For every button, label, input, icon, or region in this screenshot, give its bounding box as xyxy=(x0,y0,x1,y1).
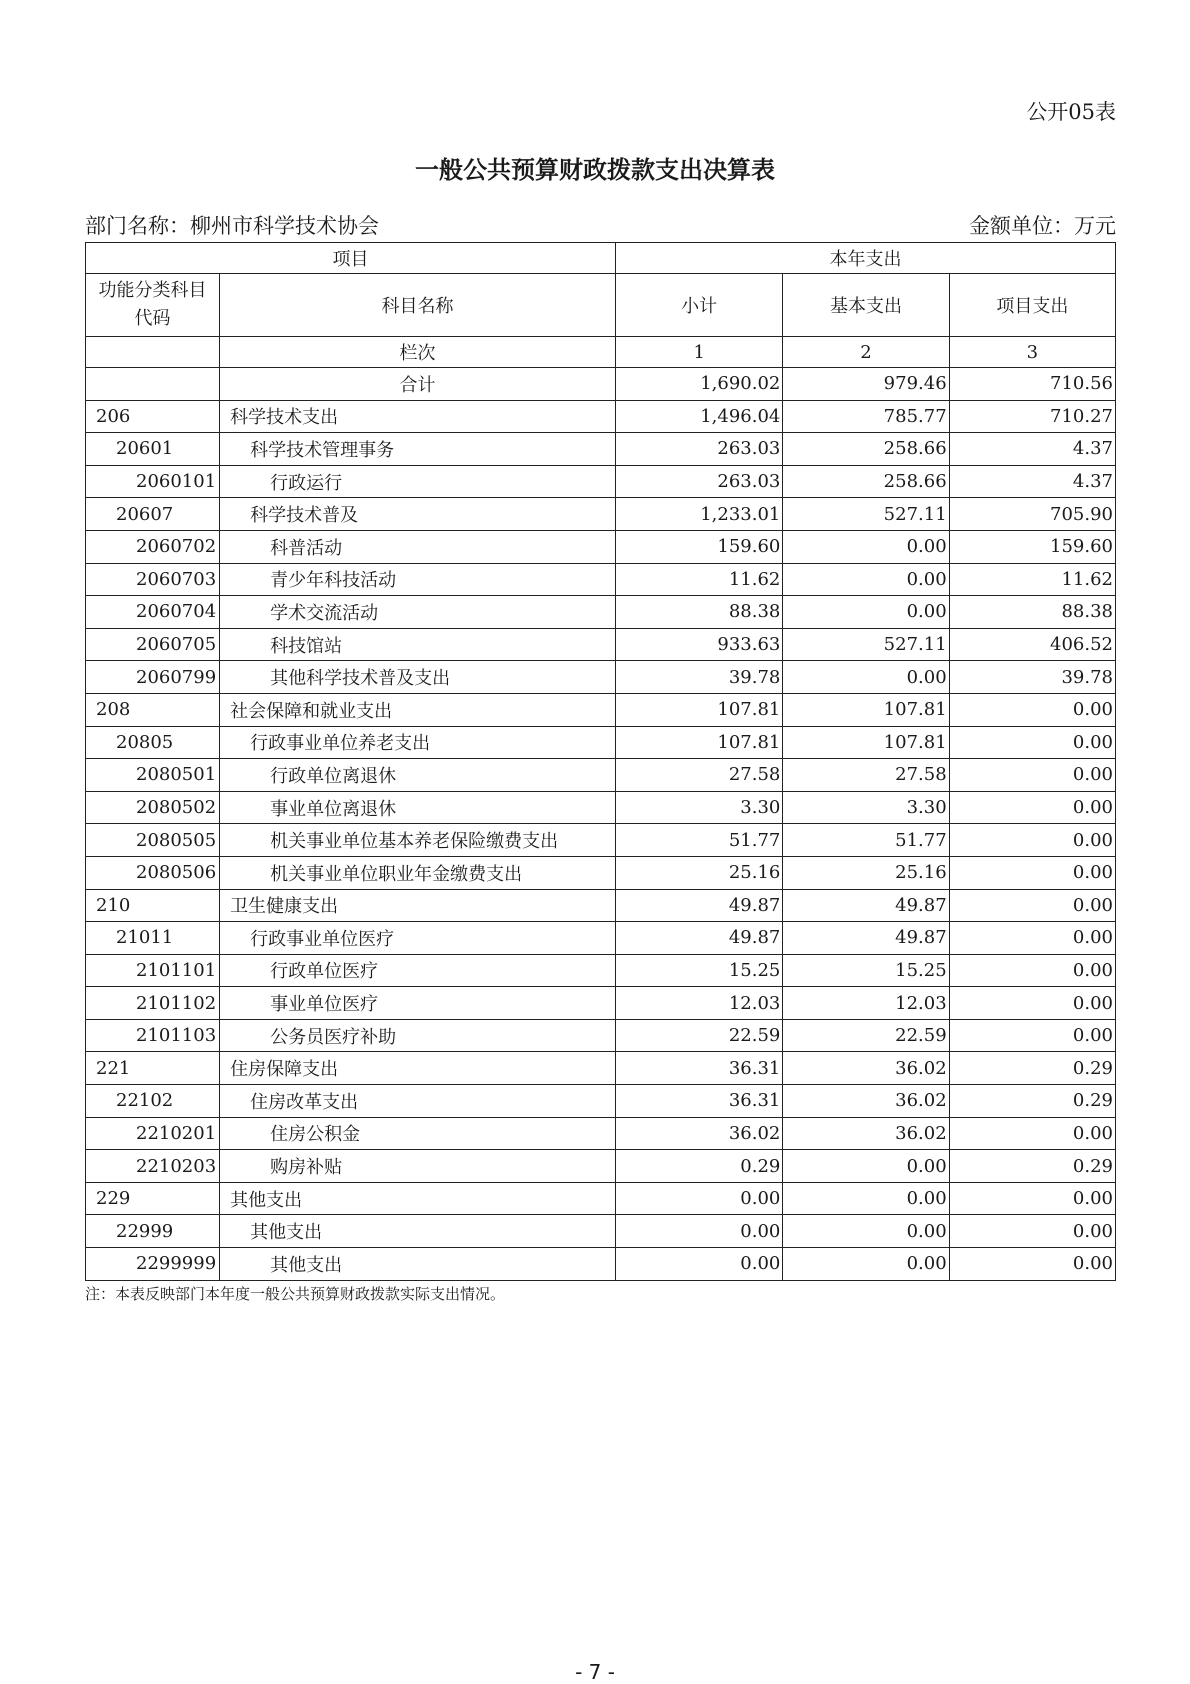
row-name: 科学技术普及 xyxy=(220,498,616,531)
department-name: 部门名称：柳州市科学技术协会 xyxy=(85,214,379,238)
total-row xyxy=(86,368,1116,401)
row-code: 2060704 xyxy=(86,596,220,629)
table-row xyxy=(86,530,1116,563)
header-project: 项目支出 xyxy=(949,274,1115,337)
row-project: 0.00 xyxy=(949,693,1115,726)
total-code-blank xyxy=(86,368,220,401)
row-code: 20607 xyxy=(86,498,220,531)
column-index-1: 1 xyxy=(616,337,783,368)
row-subtotal: 39.78 xyxy=(616,661,783,694)
row-subtotal: 0.00 xyxy=(616,1182,783,1215)
row-code: 2060703 xyxy=(86,563,220,596)
row-project: 11.62 xyxy=(949,563,1115,596)
row-name: 青少年科技活动 xyxy=(220,563,616,596)
row-code: 2060702 xyxy=(86,530,220,563)
row-basic: 785.77 xyxy=(783,400,949,433)
table-row xyxy=(86,1117,1116,1150)
table-row xyxy=(86,661,1116,694)
table-row xyxy=(86,1019,1116,1052)
row-subtotal: 0.29 xyxy=(616,1150,783,1183)
row-basic: 258.66 xyxy=(783,465,949,498)
row-name: 其他支出 xyxy=(220,1215,616,1248)
row-name: 住房保障支出 xyxy=(220,1052,616,1085)
column-index-row xyxy=(86,337,1116,368)
row-basic: 527.11 xyxy=(783,628,949,661)
column-label: 栏次 xyxy=(220,337,616,368)
table-row xyxy=(86,400,1116,433)
row-subtotal: 49.87 xyxy=(616,889,783,922)
row-name: 社会保障和就业支出 xyxy=(220,693,616,726)
row-code: 2060101 xyxy=(86,465,220,498)
row-project: 4.37 xyxy=(949,433,1115,466)
total-project: 710.56 xyxy=(949,368,1115,401)
header-item: 项目 xyxy=(86,243,616,274)
row-basic: 51.77 xyxy=(783,824,949,857)
column-index-blank xyxy=(86,337,220,368)
row-code: 2101101 xyxy=(86,954,220,987)
row-subtotal: 36.02 xyxy=(616,1117,783,1150)
row-basic: 0.00 xyxy=(783,1215,949,1248)
row-basic: 36.02 xyxy=(783,1052,949,1085)
row-project: 0.00 xyxy=(949,987,1115,1020)
table-row xyxy=(86,889,1116,922)
header-current-year: 本年支出 xyxy=(616,243,1116,274)
header-basic: 基本支出 xyxy=(783,274,949,337)
row-subtotal: 933.63 xyxy=(616,628,783,661)
row-project: 0.00 xyxy=(949,1117,1115,1150)
row-subtotal: 49.87 xyxy=(616,922,783,955)
table-row xyxy=(86,922,1116,955)
table-row xyxy=(86,628,1116,661)
total-subtotal: 1,690.02 xyxy=(616,368,783,401)
row-basic: 49.87 xyxy=(783,922,949,955)
row-name: 事业单位离退休 xyxy=(220,791,616,824)
table-row xyxy=(86,791,1116,824)
row-subtotal: 0.00 xyxy=(616,1215,783,1248)
row-project: 0.00 xyxy=(949,1182,1115,1215)
row-subtotal: 1,496.04 xyxy=(616,400,783,433)
row-project: 406.52 xyxy=(949,628,1115,661)
amount-unit: 金额单位：万元 xyxy=(969,214,1116,238)
table-row xyxy=(86,987,1116,1020)
row-subtotal: 36.31 xyxy=(616,1085,783,1118)
row-name: 学术交流活动 xyxy=(220,596,616,629)
row-project: 0.29 xyxy=(949,1052,1115,1085)
column-index-3: 3 xyxy=(949,337,1115,368)
row-code: 20601 xyxy=(86,433,220,466)
row-subtotal: 22.59 xyxy=(616,1019,783,1052)
row-basic: 0.00 xyxy=(783,1248,949,1281)
row-name: 公务员医疗补助 xyxy=(220,1019,616,1052)
row-project: 0.00 xyxy=(949,922,1115,955)
row-code: 22999 xyxy=(86,1215,220,1248)
table-row xyxy=(86,824,1116,857)
row-code: 20805 xyxy=(86,726,220,759)
row-name: 科学技术支出 xyxy=(220,400,616,433)
row-project: 0.00 xyxy=(949,726,1115,759)
table-row xyxy=(86,1215,1116,1248)
row-basic: 15.25 xyxy=(783,954,949,987)
row-name: 卫生健康支出 xyxy=(220,889,616,922)
row-project: 0.00 xyxy=(949,824,1115,857)
row-code: 2101102 xyxy=(86,987,220,1020)
table-row xyxy=(86,954,1116,987)
form-code: 公开05表 xyxy=(1026,100,1116,124)
table-row xyxy=(86,465,1116,498)
row-project: 88.38 xyxy=(949,596,1115,629)
row-basic: 12.03 xyxy=(783,987,949,1020)
row-project: 0.00 xyxy=(949,889,1115,922)
row-name: 科学技术管理事务 xyxy=(220,433,616,466)
row-code: 2210203 xyxy=(86,1150,220,1183)
row-code: 2080501 xyxy=(86,759,220,792)
row-name: 机关事业单位职业年金缴费支出 xyxy=(220,856,616,889)
row-name: 住房公积金 xyxy=(220,1117,616,1150)
row-project: 159.60 xyxy=(949,530,1115,563)
row-basic: 107.81 xyxy=(783,693,949,726)
row-code: 2210201 xyxy=(86,1117,220,1150)
row-project: 4.37 xyxy=(949,465,1115,498)
row-basic: 3.30 xyxy=(783,791,949,824)
row-subtotal: 27.58 xyxy=(616,759,783,792)
row-subtotal: 3.30 xyxy=(616,791,783,824)
header-row-1 xyxy=(86,243,1116,274)
row-basic: 0.00 xyxy=(783,596,949,629)
table-row xyxy=(86,433,1116,466)
row-name: 其他支出 xyxy=(220,1182,616,1215)
row-name: 科技馆站 xyxy=(220,628,616,661)
row-name: 行政运行 xyxy=(220,465,616,498)
row-project: 0.00 xyxy=(949,1248,1115,1281)
row-code: 221 xyxy=(86,1052,220,1085)
row-subtotal: 15.25 xyxy=(616,954,783,987)
expenditure-table xyxy=(85,242,1116,1281)
header-row-2 xyxy=(86,274,1116,337)
page-title: 一般公共预算财政拨款支出决算表 xyxy=(415,156,775,184)
row-name: 住房改革支出 xyxy=(220,1085,616,1118)
row-name: 购房补贴 xyxy=(220,1150,616,1183)
table-note: 注：本表反映部门本年度一般公共预算财政拨款实际支出情况。 xyxy=(85,1285,506,1303)
table-row xyxy=(86,596,1116,629)
row-code: 206 xyxy=(86,400,220,433)
row-name: 其他支出 xyxy=(220,1248,616,1281)
row-subtotal: 12.03 xyxy=(616,987,783,1020)
row-name: 科普活动 xyxy=(220,530,616,563)
row-code: 2060705 xyxy=(86,628,220,661)
row-basic: 36.02 xyxy=(783,1085,949,1118)
row-subtotal: 107.81 xyxy=(616,726,783,759)
row-project: 710.27 xyxy=(949,400,1115,433)
row-subtotal: 107.81 xyxy=(616,693,783,726)
row-project: 0.29 xyxy=(949,1085,1115,1118)
row-project: 0.00 xyxy=(949,1019,1115,1052)
row-subtotal: 0.00 xyxy=(616,1248,783,1281)
row-name: 机关事业单位基本养老保险缴费支出 xyxy=(220,824,616,857)
table-row xyxy=(86,563,1116,596)
row-subtotal: 25.16 xyxy=(616,856,783,889)
row-basic: 0.00 xyxy=(783,530,949,563)
row-name: 行政单位医疗 xyxy=(220,954,616,987)
row-basic: 0.00 xyxy=(783,563,949,596)
row-name: 行政事业单位医疗 xyxy=(220,922,616,955)
table-row xyxy=(86,498,1116,531)
table-row xyxy=(86,726,1116,759)
row-subtotal: 1,233.01 xyxy=(616,498,783,531)
row-project: 39.78 xyxy=(949,661,1115,694)
row-name: 事业单位医疗 xyxy=(220,987,616,1020)
row-code: 208 xyxy=(86,693,220,726)
row-basic: 107.81 xyxy=(783,726,949,759)
row-project: 0.00 xyxy=(949,1215,1115,1248)
row-project: 705.90 xyxy=(949,498,1115,531)
header-subtotal: 小计 xyxy=(616,274,783,337)
row-project: 0.00 xyxy=(949,759,1115,792)
row-code: 2101103 xyxy=(86,1019,220,1052)
header-name: 科目名称 xyxy=(220,274,616,337)
column-index-2: 2 xyxy=(783,337,949,368)
row-subtotal: 263.03 xyxy=(616,465,783,498)
row-subtotal: 36.31 xyxy=(616,1052,783,1085)
row-code: 21011 xyxy=(86,922,220,955)
row-subtotal: 11.62 xyxy=(616,563,783,596)
row-basic: 0.00 xyxy=(783,1150,949,1183)
table-row xyxy=(86,1085,1116,1118)
row-project: 0.29 xyxy=(949,1150,1115,1183)
row-code: 2080502 xyxy=(86,791,220,824)
header-code: 功能分类科目代码 xyxy=(86,274,220,337)
row-basic: 527.11 xyxy=(783,498,949,531)
row-basic: 36.02 xyxy=(783,1117,949,1150)
row-basic: 49.87 xyxy=(783,889,949,922)
row-code: 2060799 xyxy=(86,661,220,694)
table-row xyxy=(86,1248,1116,1281)
row-subtotal: 263.03 xyxy=(616,433,783,466)
table-row xyxy=(86,1182,1116,1215)
row-basic: 22.59 xyxy=(783,1019,949,1052)
row-subtotal: 159.60 xyxy=(616,530,783,563)
row-code: 2299999 xyxy=(86,1248,220,1281)
table-row xyxy=(86,1150,1116,1183)
row-code: 2080505 xyxy=(86,824,220,857)
row-name: 其他科学技术普及支出 xyxy=(220,661,616,694)
row-basic: 258.66 xyxy=(783,433,949,466)
table-row xyxy=(86,1052,1116,1085)
row-subtotal: 88.38 xyxy=(616,596,783,629)
row-basic: 25.16 xyxy=(783,856,949,889)
row-project: 0.00 xyxy=(949,856,1115,889)
total-basic: 979.46 xyxy=(783,368,949,401)
table-row xyxy=(86,759,1116,792)
total-label: 合计 xyxy=(220,368,616,401)
row-code: 2080506 xyxy=(86,856,220,889)
row-code: 22102 xyxy=(86,1085,220,1118)
row-basic: 0.00 xyxy=(783,1182,949,1215)
row-name: 行政单位离退休 xyxy=(220,759,616,792)
row-name: 行政事业单位养老支出 xyxy=(220,726,616,759)
row-basic: 27.58 xyxy=(783,759,949,792)
row-basic: 0.00 xyxy=(783,661,949,694)
row-code: 210 xyxy=(86,889,220,922)
row-project: 0.00 xyxy=(949,791,1115,824)
page-number: - 7 - xyxy=(575,1660,615,1684)
row-project: 0.00 xyxy=(949,954,1115,987)
row-code: 229 xyxy=(86,1182,220,1215)
table-row xyxy=(86,693,1116,726)
table-row xyxy=(86,856,1116,889)
row-subtotal: 51.77 xyxy=(616,824,783,857)
